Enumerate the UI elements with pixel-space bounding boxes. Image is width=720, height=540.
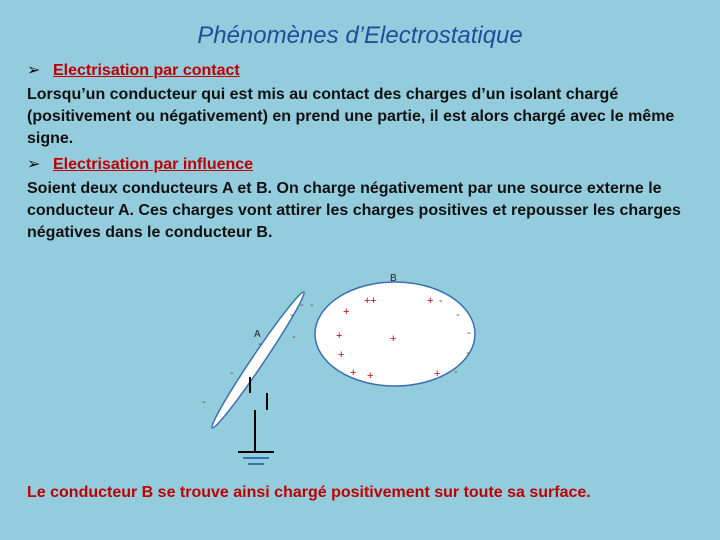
charge-minus: - — [439, 295, 443, 307]
charge-minus: - — [300, 299, 304, 311]
charge-minus: - — [310, 299, 314, 311]
charge-plus: + — [427, 295, 434, 307]
section-text-influence: Soient deux conducteurs A et B. On charge négativement par une source externe le conducteur A. Ces charges vont attirer les charges positives et repousser les charges négatives dans le conducteur B. — [27, 180, 681, 241]
charge-plus: ++ — [364, 295, 377, 307]
label-b: B — [390, 273, 397, 284]
charge-minus: - — [258, 338, 262, 350]
section-text-contact: Lorsqu’un conducteur qui est mis au contact des charges d’un isolant chargé (positivement ou négativement) en prend une partie, il est alors chargé avec le même signe. — [27, 86, 675, 147]
section-heading-contact: Electrisation par contact — [53, 62, 240, 79]
charge-plus: + — [350, 367, 357, 379]
label-a: A — [254, 329, 261, 340]
page-title: Phénomènes d’Electrostatique — [197, 22, 523, 49]
charge-plus: + — [336, 330, 343, 342]
arrow-bullet-icon: ➢ — [27, 62, 41, 79]
section-heading-influence: Electrisation par influence — [53, 156, 254, 173]
charge-minus: - — [454, 366, 458, 378]
charge-minus: - — [202, 396, 206, 408]
charge-minus: - — [230, 367, 234, 379]
charge-plus: + — [343, 306, 350, 318]
conclusion-text: Le conducteur B se trouve ainsi chargé positivement sur toute sa surface. — [27, 484, 591, 501]
charge-minus: - — [292, 331, 296, 343]
charge-plus: + — [338, 349, 345, 361]
charge-minus: - — [467, 327, 471, 339]
charge-minus: - — [456, 309, 460, 321]
charge-plus: + — [367, 370, 374, 382]
charge-plus: + — [390, 333, 397, 345]
charge-minus: - — [290, 309, 294, 321]
charge-plus: + — [434, 368, 441, 380]
charge-minus: - — [466, 347, 470, 359]
arrow-bullet-icon: ➢ — [27, 156, 41, 173]
